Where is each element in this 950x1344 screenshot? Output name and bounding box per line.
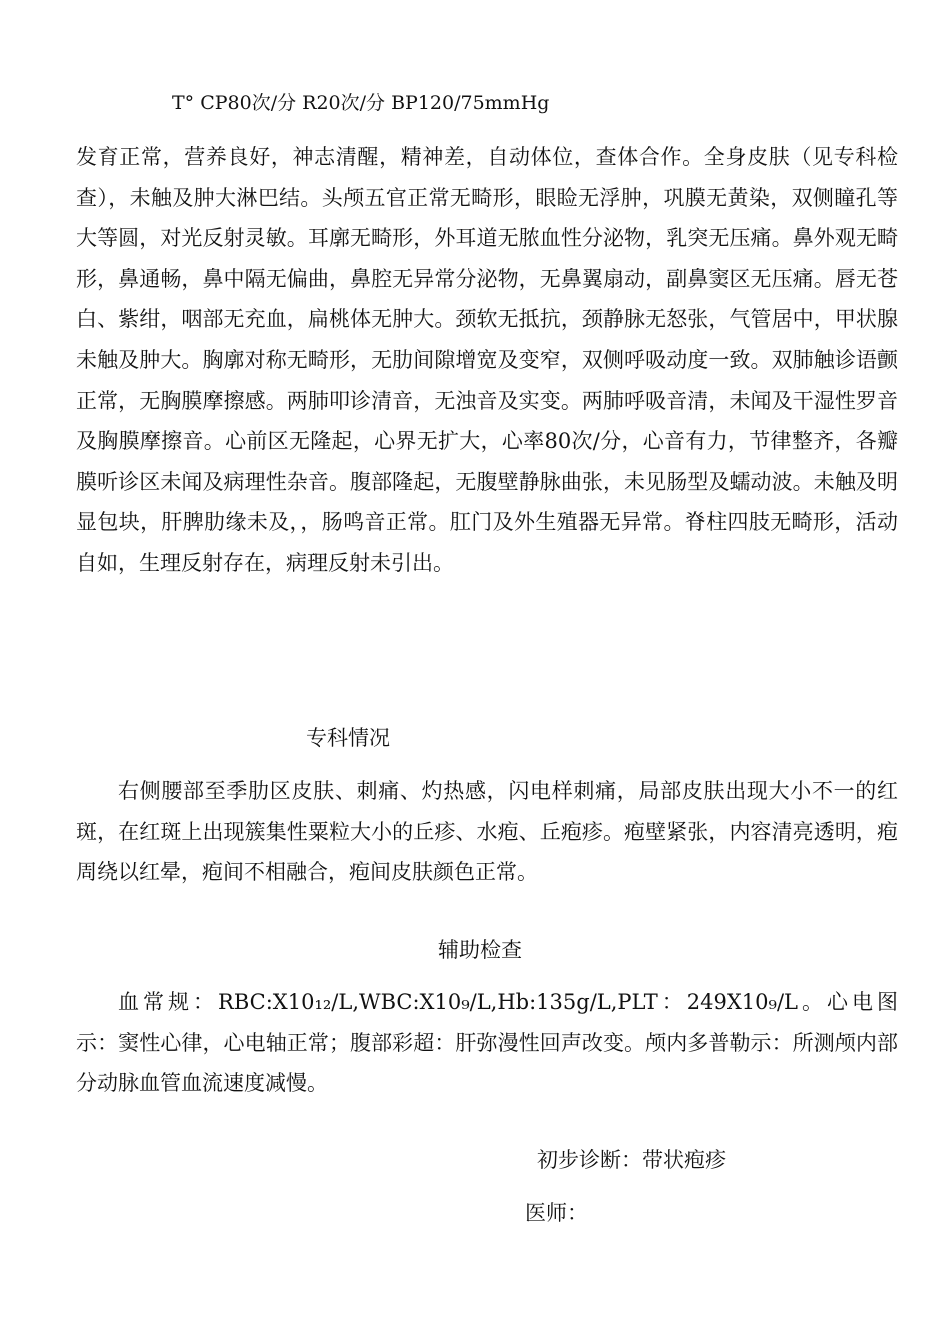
general-exam-paragraph: 发育正常，营养良好，神志清醒，精神差，自动体位，查体合作。全身皮肤（见专科检查），未触及肿大淋巴结。头颅五官正常无畸形，眼睑无浮肿，巩膜无黄染，双侧瞳孔等大等圆，对光反射灵敏。耳廓无畸形，外耳道无脓血性分泌物，乳突无压痛。鼻外观无畸形，鼻通畅，鼻中隔无偏曲，鼻腔无异常分泌物，无鼻翼扇动，副鼻窦区无压痛。唇无苍白、紫绀，咽部无充血，扁桃体无肿大。颈软无抵抗，颈静脉无怒张，气管居中，甲状腺未触及肿大。胸廓对称无畸形，无肋间隙增宽及变窄，双侧呼吸动度一致。双肺触诊语颤正常，无胸膜摩擦感。两肺叩诊清音，无浊音及实变。两肺呼吸音清，未闻及干湿性罗音及胸膜摩擦音。心前区无隆起，心界无扩大，心率80次/分，心音有力，节律整齐，各瓣膜听诊区未闻及病理性杂音。腹部隆起，无腹壁静脉曲张，未见肠型及蠕动波。未触及明显包块，肝脾肋缘未及，，肠鸣音正常。肛门及外生殖器无异常。脊柱四肢无畸形，活动自如，生理反射存在，病理反射未引出。 [76, 145, 898, 575]
specialty-paragraph: 右侧腰部至季肋区皮肤、刺痛、灼热感，闪电样刺痛，局部皮肤出现大小不一的红斑，在红斑上出现簇集性粟粒大小的丘疹、水疱、丘疱疹。疱壁紧张，内容清亮透明，疱周绕以红晕，疱间不相融合，疱间皮肤颜色正常。 [76, 779, 898, 885]
vital-signs: T° CP80次/分 R20次/分 BP120/75mmHg [172, 92, 550, 114]
specialty-heading: 专科情况 [306, 726, 390, 750]
auxiliary-paragraph: 血常规：RBC:X10₁₂/L,WBC:X10₉/L,Hb:135g/L,PLT：249X10₉/L。心电图示：窦性心律，心电轴正常；腹部彩超：肝弥漫性回声改变。颅内多普勒示：所测颅内部分动脉血管血流速度减慢。 [76, 990, 898, 1096]
auxiliary-heading: 辅助检查 [438, 938, 522, 962]
preliminary-diagnosis: 初步诊断：带状疱疹 [537, 1148, 726, 1172]
doctor-signature-line: 医师： [525, 1201, 588, 1225]
